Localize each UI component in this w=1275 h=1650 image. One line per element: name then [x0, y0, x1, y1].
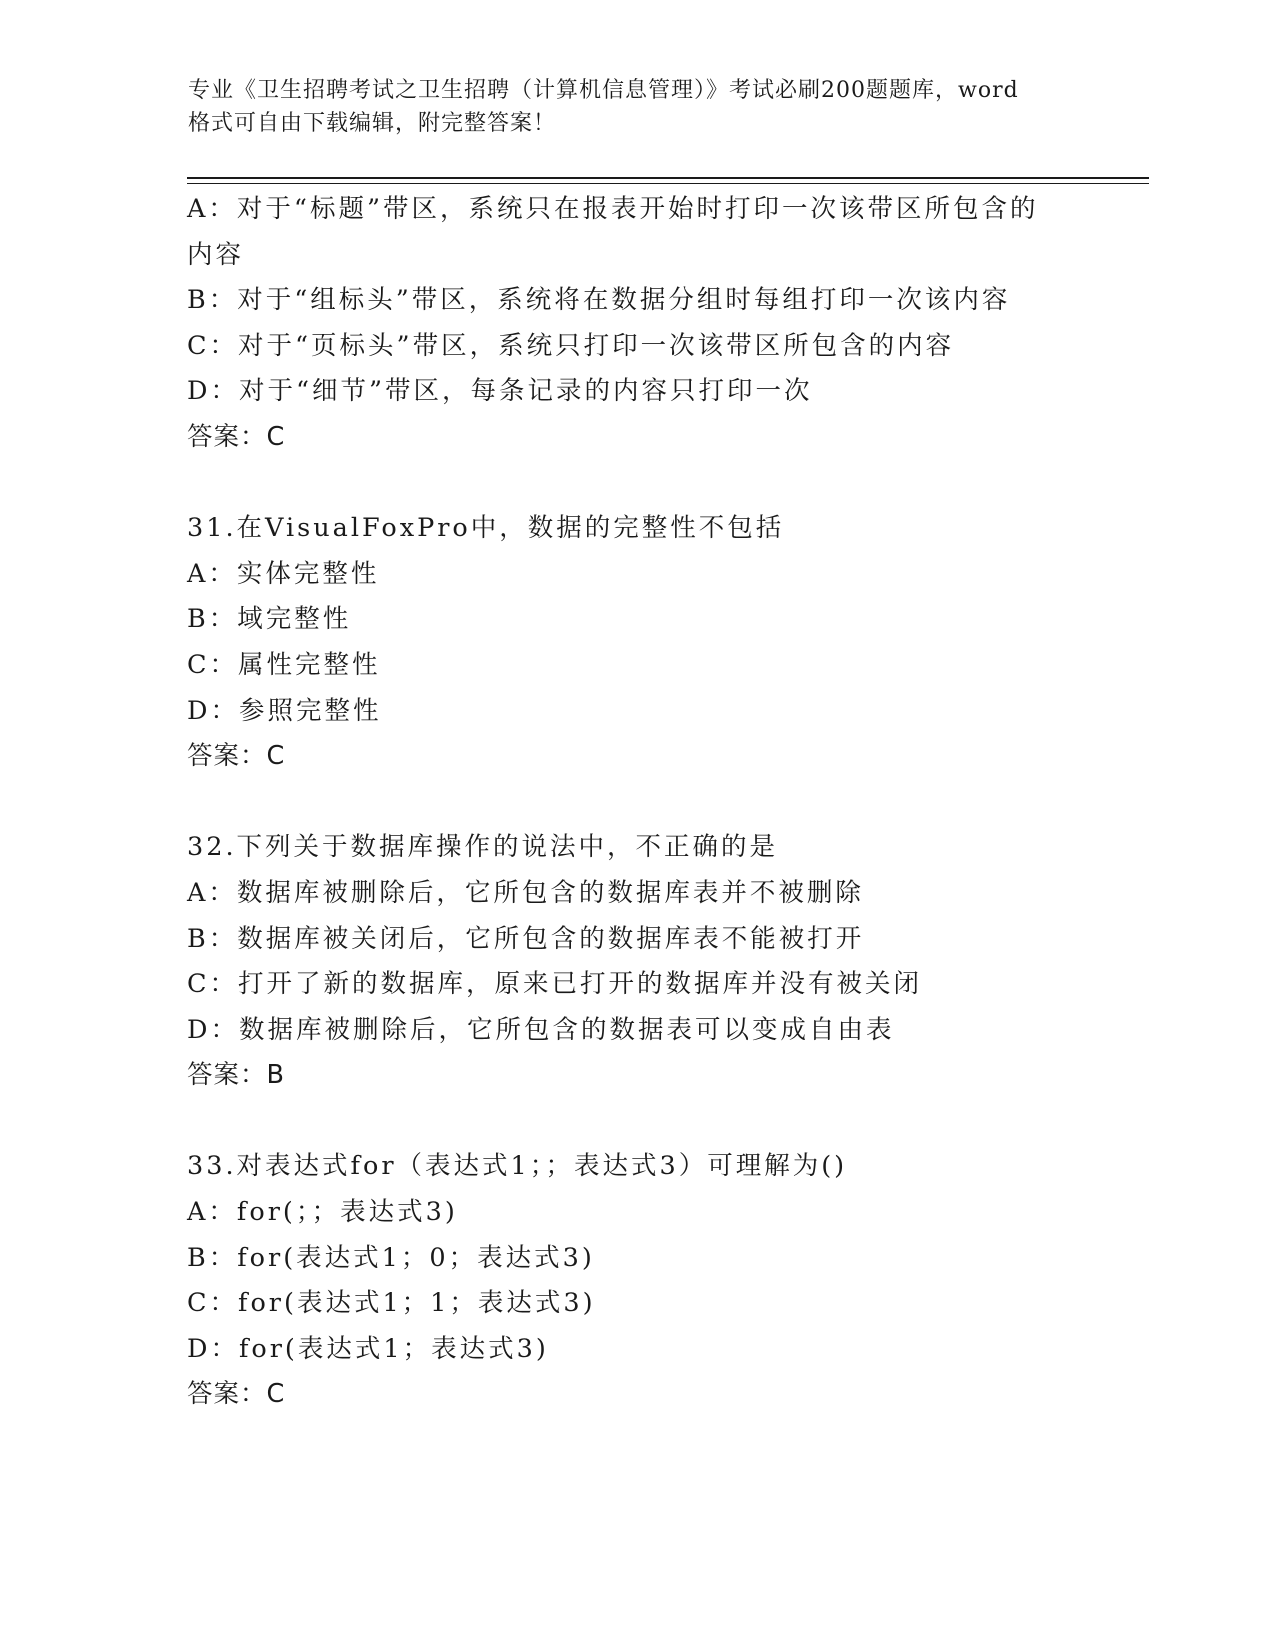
- option-d: D：对于“细节”带区，每条记录的内容只打印一次: [187, 376, 813, 407]
- document-header: [188, 74, 1088, 140]
- question-30-partial: [187, 187, 1137, 461]
- header-rule-thick: [187, 177, 1149, 179]
- option-d: D：参照完整性: [187, 695, 382, 726]
- option-b: B：for(表达式1；0；表达式3): [187, 1242, 595, 1273]
- option-c: C：对于“页标头”带区，系统只打印一次该带区所包含的内容: [187, 330, 955, 361]
- question-31: [187, 506, 1137, 780]
- question-list: [187, 187, 1137, 1418]
- option-a: A：for(；；表达式3): [187, 1197, 458, 1228]
- answer-line: 答案：B: [187, 1060, 285, 1091]
- option-a-line-1: A：对于“标题”带区，系统只在报表开始时打印一次该带区所包含的: [187, 194, 1039, 224]
- option-a: A：数据库被删除后，它所包含的数据库表并不被删除: [187, 877, 864, 908]
- question-stem: 31.在VisualFoxPro中，数据的完整性不包括: [187, 513, 785, 544]
- header-line-2: 格式可自由下载编辑，附完整答案！: [188, 111, 557, 136]
- option-b: B：数据库被关闭后，它所包含的数据库表不能被打开: [187, 923, 865, 954]
- spacer: [187, 461, 1137, 507]
- answer-line: 答案：C: [187, 1379, 286, 1410]
- answer-line: 答案：C: [187, 741, 286, 772]
- option-d: D：for(表达式1；表达式3): [187, 1333, 549, 1364]
- spacer: [187, 1099, 1137, 1145]
- question-stem: 33.对表达式for（表达式1；；表达式3）可理解为(): [187, 1151, 848, 1182]
- option-a: A：实体完整性: [187, 558, 380, 589]
- header-line-1: 专业《卫生招聘考试之卫生招聘（计算机信息管理）》考试必刷200题题库，word: [188, 78, 1019, 103]
- spacer: [187, 780, 1137, 826]
- option-d: D：数据库被删除后，它所包含的数据表可以变成自由表: [187, 1014, 895, 1045]
- option-c: C：属性完整性: [187, 649, 381, 680]
- answer-line: 答案：C: [187, 421, 286, 452]
- option-c: C：打开了新的数据库，原来已打开的数据库并没有被关闭: [187, 969, 923, 1000]
- option-c: C：for(表达式1；1；表达式3): [187, 1288, 596, 1319]
- question-stem: 32.下列关于数据库操作的说法中，不正确的是: [187, 832, 779, 863]
- question-33: [187, 1144, 1137, 1418]
- question-32: [187, 825, 1137, 1099]
- option-b: B：域完整性: [187, 604, 352, 635]
- option-b: B：对于“组标头”带区，系统将在数据分组时每组打印一次该内容: [187, 285, 1011, 316]
- option-a-line-2: 内容: [187, 239, 245, 270]
- header-rule-thin: [187, 183, 1149, 184]
